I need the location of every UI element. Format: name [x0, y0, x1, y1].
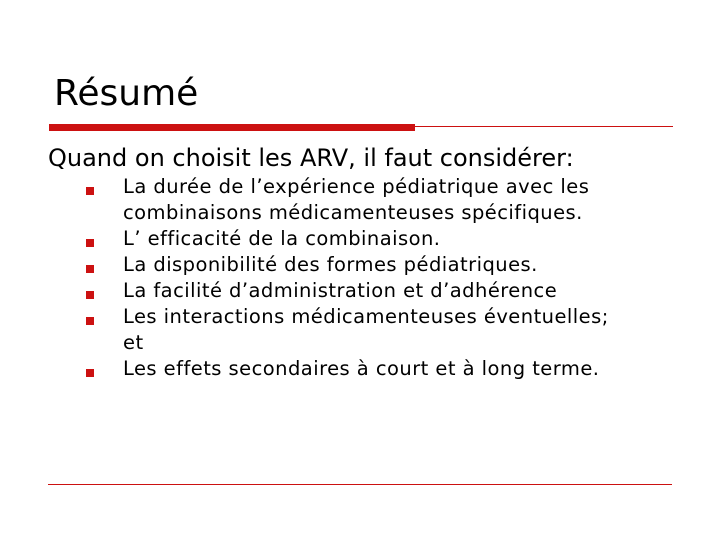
bullet-text: La facilité d’administration et d’adhérence	[123, 279, 558, 302]
bullet-text: Les interactions médicamenteuses éventuelles; et	[123, 305, 609, 354]
bullet-item	[0, 356, 720, 382]
bullet-square-icon	[86, 317, 94, 325]
bullet-square-icon	[86, 265, 94, 273]
title-underline-thick	[49, 124, 415, 131]
bullet-item	[0, 252, 720, 278]
bullet-square-icon	[86, 291, 94, 299]
bullet-text: La durée de l’expérience pédiatrique avec les combinaisons médicamenteuses spécifiques.	[123, 175, 590, 224]
bullet-item	[0, 304, 720, 356]
bullet-item	[0, 278, 720, 304]
bullet-square-icon	[86, 239, 94, 247]
slide-title: Résumé	[54, 73, 199, 114]
bullet-text: Les effets secondaires à court et à long terme.	[123, 357, 600, 380]
bullet-square-icon	[86, 369, 94, 377]
bullet-item	[0, 174, 720, 226]
bullet-square-icon	[86, 187, 94, 195]
bullet-list	[0, 174, 720, 382]
bullet-text: L’ efficacité de la combinaison.	[123, 227, 441, 250]
slide-subtitle: Quand on choisit les ARV, il faut considérer:	[48, 144, 574, 172]
footer-divider	[48, 484, 672, 485]
bullet-item	[0, 226, 720, 252]
bullet-text: La disponibilité des formes pédiatriques.	[123, 253, 538, 276]
title-underline-thin	[415, 126, 673, 127]
